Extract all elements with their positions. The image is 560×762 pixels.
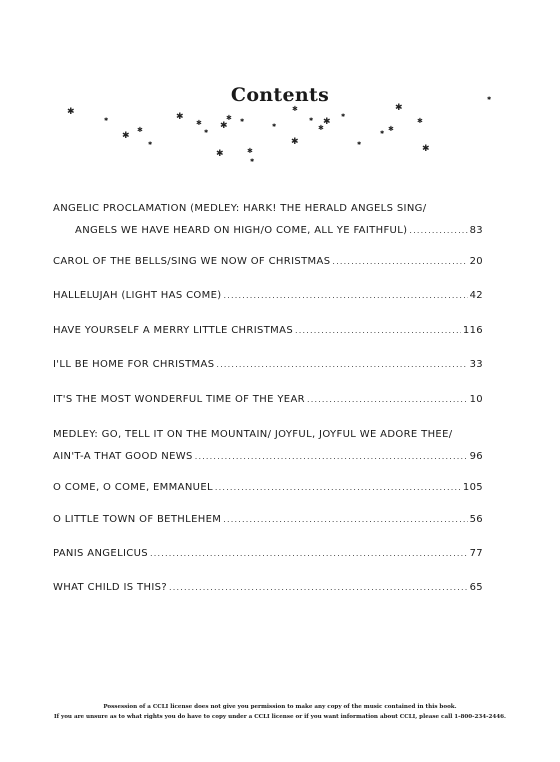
dot-leader [224, 291, 468, 300]
toc-entry-title: PANIS ANGELICUS [53, 548, 148, 559]
snowflake-icon: ✱ [417, 117, 423, 125]
copyright-notice-line: Possession of a CCLI license does not give you permission to make any copy of the music contained in this book. [103, 704, 457, 710]
dot-leader [216, 360, 467, 369]
dot-leader [150, 549, 468, 558]
snowflake-icon: ✱ [220, 121, 228, 131]
dot-leader [332, 257, 467, 266]
toc-entry[interactable] [53, 514, 483, 536]
copyright-notice [0, 702, 560, 722]
snowflake-icon: ✱ [341, 113, 346, 119]
snowflake-icon: ✱ [395, 103, 403, 113]
snowflake-icon: ✱ [292, 105, 298, 113]
snowflake-icon: ✱ [247, 147, 253, 155]
snowflake-icon: ✱ [104, 117, 109, 123]
dot-leader [409, 226, 467, 235]
page-title: Contents [230, 84, 330, 106]
toc-entry-page: 105 [462, 482, 483, 493]
toc-entry-page: 33 [469, 359, 483, 370]
snowflake-icon: ✱ [291, 137, 299, 147]
snowflake-icon: ✱ [122, 131, 130, 141]
toc-entry-title: O COME, O COME, EMMANUEL [53, 482, 213, 493]
snowflake-icon: ✱ [216, 149, 224, 159]
toc-entry[interactable] [53, 256, 483, 278]
snowflake-icon: ✱ [204, 129, 209, 135]
snowflake-icon: ✱ [318, 124, 324, 132]
toc-entry[interactable] [53, 394, 483, 416]
toc-entry-title: I'LL BE HOME FOR CHRISTMAS [53, 359, 215, 370]
snowflake-icon: ✱ [67, 107, 75, 117]
toc-entry-title: CAROL OF THE BELLS/SING WE NOW OF CHRISTMAS [53, 256, 331, 267]
snowflake-icon: ✱ [309, 117, 314, 123]
dot-leader [295, 326, 461, 335]
toc-entry[interactable] [53, 548, 483, 570]
dot-leader [223, 515, 467, 524]
snowflake-icon: ✱ [357, 141, 362, 147]
snowflake-icon: ✱ [226, 114, 232, 122]
toc-entry-page: 116 [462, 325, 483, 336]
toc-entry-page: 56 [469, 514, 483, 525]
toc-entry-title: HALLELUJAH (LIGHT HAS COME) [53, 290, 222, 301]
toc-entry-title: HAVE YOURSELF A MERRY LITTLE CHRISTMAS [53, 325, 294, 336]
dot-leader [307, 395, 468, 404]
dot-leader [195, 452, 468, 461]
toc-entry-title: MEDLEY: GO, TELL IT ON THE MOUNTAIN/ JOYFUL, JOYFUL WE ADORE THEE/ [53, 429, 453, 440]
snowflake-icon: ✱ [422, 144, 430, 154]
toc-entry-title: IT'S THE MOST WONDERFUL TIME OF THE YEAR [53, 394, 305, 405]
toc-entry-page: 65 [469, 582, 483, 593]
snowflake-icon: ✱ [380, 130, 385, 136]
toc-entry[interactable] [53, 482, 483, 504]
toc-entry[interactable] [53, 203, 483, 247]
toc-entry[interactable] [53, 429, 483, 473]
toc-entry-page: 96 [469, 451, 483, 462]
toc-entry[interactable] [53, 325, 483, 347]
toc-entry-title: O LITTLE TOWN OF BETHLEHEM [53, 514, 222, 525]
toc-entry-title-continued: AIN'T-A THAT GOOD NEWS [53, 451, 193, 462]
snowflake-icon: ✱ [176, 112, 184, 122]
snowflake-icon: ✱ [250, 158, 255, 164]
snowflake-icon: ✱ [487, 96, 492, 102]
toc-entry-page: 42 [469, 290, 483, 301]
dot-leader [215, 483, 461, 492]
toc-entry-title: ANGELIC PROCLAMATION (MEDLEY: HARK! THE HERALD ANGELS SING/ [53, 203, 427, 214]
snowflake-icon: ✱ [196, 119, 202, 127]
snowflake-icon: ✱ [148, 141, 153, 147]
toc-entry[interactable] [53, 290, 483, 312]
toc-entry-title-continued: ANGELS WE HAVE HEARD ON HIGH/O COME, ALL YE FAITHFUL) [75, 225, 408, 236]
toc-entry-title: WHAT CHILD IS THIS? [53, 582, 168, 593]
toc-entry[interactable] [53, 582, 483, 604]
dot-leader [169, 583, 468, 592]
toc-entry-page: 83 [469, 225, 483, 236]
toc-entry-page: 20 [469, 256, 483, 267]
snowflake-icon: ✱ [240, 118, 245, 124]
toc-entry-page: 77 [469, 548, 483, 559]
copyright-notice-line: If you are unsure as to what rights you do have to copy under a CCLI license or if you want information about CCLI, please call 1-800-234-2446. [53, 714, 506, 720]
snowflake-icon: ✱ [323, 117, 331, 127]
toc-entry[interactable] [53, 359, 483, 381]
toc-entry-page: 10 [469, 394, 483, 405]
snowflake-icon: ✱ [272, 123, 277, 129]
snowflake-decoration [0, 0, 560, 180]
snowflake-icon: ✱ [137, 126, 143, 134]
snowflake-icon: ✱ [388, 125, 394, 133]
